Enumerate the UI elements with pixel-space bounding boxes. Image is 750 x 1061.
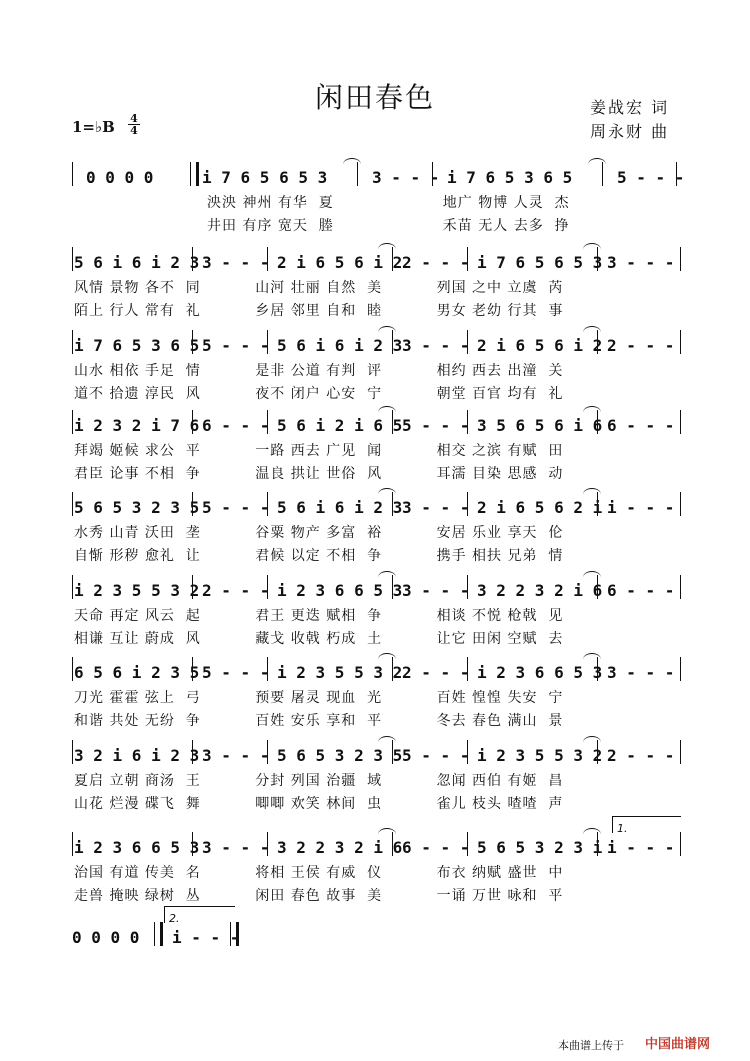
tie: [378, 326, 396, 339]
measure-notes: 6 - - -: [202, 416, 270, 435]
lyric-line: 君臣 论事 不相 争 温良 拱让 世俗 风 耳濡 目染 思感 动: [74, 466, 564, 482]
barline: [680, 832, 681, 856]
ending-final-notes: i - - -: [172, 928, 240, 947]
measure-notes: 5 6 i 6 i 2 3: [74, 253, 200, 272]
footer-upload-text: 本曲谱上传于: [558, 1039, 624, 1052]
measure-notes: i 7 6 5 3 6 5: [447, 168, 573, 187]
lyric-line: 夏启 立朝 商汤 王 分封 列国 治疆 域 忽闻 西伯 有姬 昌: [74, 773, 564, 789]
score-line: [72, 490, 682, 520]
measure-notes: i - - -: [607, 838, 675, 857]
ending-line: [72, 912, 682, 950]
score-line: [72, 822, 682, 860]
measure-notes: 3 5 6 5 6 i 6: [477, 416, 603, 435]
score-line: [72, 245, 682, 275]
repeat-barline: [154, 922, 163, 946]
barline: [680, 740, 681, 764]
measure-notes: 3 - - -: [372, 168, 440, 187]
barline: [680, 410, 681, 434]
meter-top: 4: [130, 112, 138, 125]
measure-notes: 5 - - -: [617, 168, 685, 187]
measure-notes: 0 0 0 0: [86, 168, 154, 187]
measure-notes: i 2 3 2 i 7 6: [74, 416, 200, 435]
measure-notes: i - - -: [607, 498, 675, 517]
lyric-line: 陌上 行人 常有 礼 乡居 邻里 自和 睦 男女 老幼 行其 事: [74, 303, 564, 319]
measure-notes: 2 - - -: [402, 663, 470, 682]
lyric-line: 相谦 互让 蔚成 风 藏戈 收戟 朽成 土 让它 田闲 空赋 去: [74, 631, 564, 647]
tie: [583, 326, 601, 339]
lyric-line: 山水 相依 手足 情 是非 公道 有判 评 相约 西去 出潼 关: [74, 363, 564, 379]
measure-notes: 3 - - -: [402, 581, 470, 600]
lyricist-credit: 姜战宏 词: [590, 98, 670, 117]
tie: [378, 571, 396, 584]
score-line: [72, 408, 682, 438]
tie: [583, 488, 601, 501]
lyric-line: 刀光 霍霍 弦上 弓 预要 屠灵 现血 光 百姓 惶惶 失安 宁: [74, 690, 564, 706]
lyric-line: 和谐 共处 无纷 争 百姓 安乐 享和 平 冬去 春色 满山 景: [74, 713, 564, 729]
time-signature: [128, 113, 140, 136]
lyric-line: 自惭 形秽 愈礼 让 君候 以定 不相 争 携手 相扶 兄弟 情: [74, 548, 564, 564]
measure-notes: 5 - - -: [402, 746, 470, 765]
volta-1-label: 1.: [617, 822, 628, 835]
lyric-line: 走兽 掩映 绿树 丛 闲田 春色 故事 美 一诵 万世 咏和 平: [74, 888, 564, 904]
measure-notes: 2 - - -: [202, 581, 270, 600]
tie: [588, 158, 606, 171]
measure-notes: 5 6 i 2 i 6 5: [277, 416, 403, 435]
tie: [378, 406, 396, 419]
measure-notes: 6 - - -: [402, 838, 470, 857]
measure-notes: 5 6 5 3 2 3 i: [477, 838, 603, 857]
tie: [583, 243, 601, 256]
measure-notes: 6 5 6 i 2 3 5: [74, 663, 200, 682]
lyric-line: 井田 有序 宽天 塍 禾苗 无人 去多 挣: [207, 218, 570, 234]
measure-notes: 2 i 6 5 6 i 2: [277, 253, 403, 272]
lyric-line: 拜竭 姬候 求公 平 一路 西去 广见 闻 相交 之滨 有赋 田: [74, 443, 564, 459]
measure-notes: 2 - - -: [402, 253, 470, 272]
tie: [378, 828, 396, 841]
barline: [190, 162, 199, 186]
tie: [378, 736, 396, 749]
barline: [680, 492, 681, 516]
volta-2-label: 2.: [169, 912, 180, 925]
measure-notes: 5 6 5 3 2 3 5: [277, 746, 403, 765]
measure-notes: 2 i 6 5 6 i 2: [477, 336, 603, 355]
barline: [72, 247, 73, 271]
barline: [72, 740, 73, 764]
measure-notes: 3 - - -: [607, 663, 675, 682]
measure-notes: i 2 3 6 6 5 3: [277, 581, 403, 600]
key-signature: 1=♭B: [72, 118, 115, 136]
page-title: 闲田春色: [314, 81, 435, 114]
measure-notes: 2 - - -: [607, 746, 675, 765]
tie: [583, 828, 601, 841]
barline: [72, 410, 73, 434]
measure-notes: 6 - - -: [607, 581, 675, 600]
measure-notes: 3 - - -: [202, 253, 270, 272]
barline: [72, 492, 73, 516]
barline: [680, 575, 681, 599]
measure-notes: 5 6 5 3 2 3 5: [74, 498, 200, 517]
barline: [72, 330, 73, 354]
barline: [72, 832, 73, 856]
measure-notes: 3 2 i 6 i 2 3: [74, 746, 200, 765]
measure-notes: i 7 6 5 3 6 5: [74, 336, 200, 355]
measure-notes: 3 2 2 3 2 i 6: [477, 581, 603, 600]
tie: [378, 488, 396, 501]
composer-credit: 周永财 曲: [590, 122, 670, 141]
lyric-line: 风情 景物 各不 同 山河 壮丽 自然 美 列国 之中 立虞 芮: [74, 280, 564, 296]
ending-rest: 0 0 0 0: [72, 928, 140, 947]
tie: [378, 653, 396, 666]
score-line: [72, 573, 682, 603]
lyric-line: 山花 烂漫 碟飞 舞 唧唧 欢笑 林间 虫 雀儿 枝头 喳喳 声: [74, 796, 564, 812]
score-line: [72, 655, 682, 685]
lyric-line: 天命 再定 风云 起 君王 更迭 赋相 争 相谈 不悦 枪戟 见: [74, 608, 564, 624]
measure-notes: i 2 3 5 5 3 2: [477, 746, 603, 765]
barline: [680, 330, 681, 354]
measure-notes: 3 - - -: [202, 746, 270, 765]
barline: [72, 162, 73, 186]
measure-notes: 5 6 i 6 i 2 3: [277, 336, 403, 355]
volta-1: [612, 816, 681, 833]
tie: [583, 571, 601, 584]
measure-notes: 3 - - -: [202, 838, 270, 857]
measure-notes: 5 6 i 6 i 2 3: [277, 498, 403, 517]
measure-notes: 2 i 6 5 6 2 i: [477, 498, 603, 517]
lyric-line: 治国 有道 传美 名 将相 王侯 有威 仪 布衣 纳赋 盛世 中: [74, 865, 564, 881]
barline: [72, 657, 73, 681]
final-barline: [230, 922, 239, 946]
tie: [583, 406, 601, 419]
score-line: [72, 328, 682, 358]
measure-notes: 5 - - -: [202, 498, 270, 517]
tie: [583, 736, 601, 749]
score-line: [72, 160, 685, 190]
volta-2: [164, 906, 235, 923]
measure-notes: 3 - - -: [607, 253, 675, 272]
lyric-line: 水秀 山青 沃田 垄 谷粟 物产 多富 裕 安居 乐业 享天 伦: [74, 525, 564, 541]
measure-notes: i 2 3 6 6 5 3: [477, 663, 603, 682]
site-logo[interactable]: 中国曲谱网: [645, 1037, 711, 1052]
tie: [378, 243, 396, 256]
measure-notes: 3 - - -: [402, 336, 470, 355]
measure-notes: i 2 3 5 5 3 2: [74, 581, 200, 600]
barline: [72, 575, 73, 599]
score-line: [72, 738, 682, 768]
lyric-line: 泱泱 神州 有华 夏 地广 物博 人灵 杰: [207, 195, 570, 211]
meter-bottom: 4: [128, 124, 140, 136]
measure-notes: 3 2 2 3 2 i 6: [277, 838, 403, 857]
barline: [680, 657, 681, 681]
measure-notes: 3 - - -: [402, 498, 470, 517]
measure-notes: 5 - - -: [402, 416, 470, 435]
measure-notes: i 2 3 5 5 3 2: [277, 663, 403, 682]
measure-notes: i 2 3 6 6 5 3: [74, 838, 200, 857]
measure-notes: 5 - - -: [202, 663, 270, 682]
measure-notes: i 7 6 5 6 5 3: [202, 168, 328, 187]
measure-notes: 2 - - -: [607, 336, 675, 355]
measure-notes: 5 - - -: [202, 336, 270, 355]
measure-notes: 6 - - -: [607, 416, 675, 435]
measure-notes: i 7 6 5 6 5 3: [477, 253, 603, 272]
tie: [583, 653, 601, 666]
barline: [680, 247, 681, 271]
tie: [343, 158, 361, 171]
lyric-line: 道不 拾遗 淳民 风 夜不 闭户 心安 宁 朝堂 百官 均有 礼: [74, 386, 564, 402]
